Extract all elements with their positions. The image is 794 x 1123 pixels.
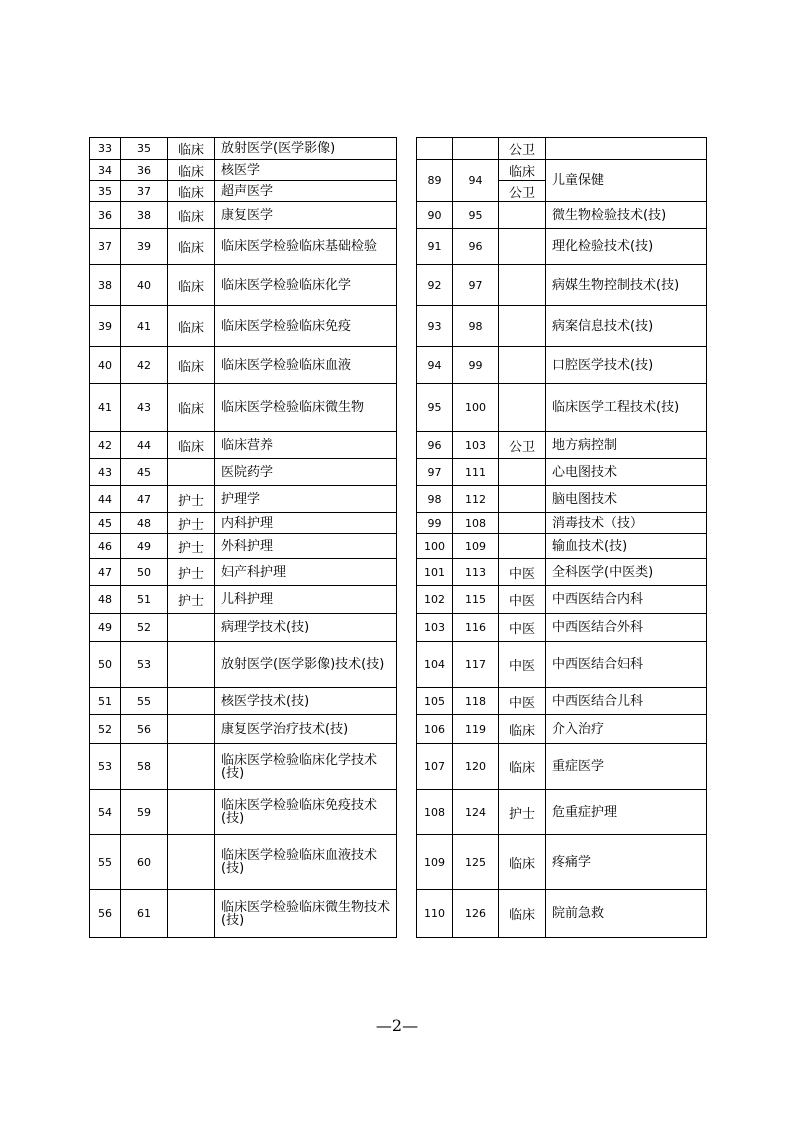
row-code: 44 [121, 432, 168, 459]
table-row [417, 459, 707, 486]
row-number: 92 [417, 265, 453, 306]
table-row [417, 513, 707, 534]
table-row [417, 265, 707, 306]
row-code: 56 [121, 715, 168, 744]
row-code: 52 [121, 614, 168, 642]
row-number: 108 [417, 790, 453, 835]
row-name: 口腔医学技术(技) [546, 347, 707, 384]
row-name: 儿童保健 [546, 160, 707, 202]
row-number: 54 [90, 790, 121, 835]
row-category [168, 790, 215, 835]
table-row [90, 586, 397, 614]
row-category [168, 459, 215, 486]
row-code: 113 [453, 559, 499, 586]
row-number: 52 [90, 715, 121, 744]
row-number: 39 [90, 306, 121, 347]
row-category: 中医 [499, 642, 546, 688]
row-category [168, 744, 215, 790]
row-name: 理化检验技术(技) [546, 229, 707, 265]
row-code: 43 [121, 384, 168, 432]
row-code: 94 [453, 160, 499, 202]
row-category: 护士 [168, 486, 215, 513]
table-row [90, 432, 397, 459]
row-number: 33 [90, 138, 121, 160]
table-row [417, 715, 707, 744]
row-code: 118 [453, 688, 499, 715]
row-code: 35 [121, 138, 168, 160]
row-code: 42 [121, 347, 168, 384]
row-number: 91 [417, 229, 453, 265]
row-name: 重症医学 [546, 744, 707, 790]
row-name: 输血技术(技) [546, 534, 707, 559]
row-number: 41 [90, 384, 121, 432]
row-number: 90 [417, 202, 453, 229]
row-number: 97 [417, 459, 453, 486]
row-code: 47 [121, 486, 168, 513]
right-table [416, 137, 707, 938]
row-code [453, 138, 499, 160]
row-name: 中西医结合儿科 [546, 688, 707, 715]
table-row [90, 202, 397, 229]
row-name: 临床营养 [215, 432, 397, 459]
row-number: 107 [417, 744, 453, 790]
row-number: 96 [417, 432, 453, 459]
row-code: 108 [453, 513, 499, 534]
table-row [90, 384, 397, 432]
row-category: 临床 [168, 306, 215, 347]
table-row [90, 138, 397, 160]
row-category: 临床 [499, 160, 546, 181]
row-name: 放射医学(医学影像) [215, 138, 397, 160]
row-category: 临床 [499, 744, 546, 790]
table-row [90, 790, 397, 835]
table-row [417, 614, 707, 642]
row-number: 104 [417, 642, 453, 688]
row-number: 103 [417, 614, 453, 642]
row-name: 脑电图技术 [546, 486, 707, 513]
row-number: 48 [90, 586, 121, 614]
row-name: 中西医结合内科 [546, 586, 707, 614]
table-row [90, 513, 397, 534]
row-code: 99 [453, 347, 499, 384]
row-number: 45 [90, 513, 121, 534]
row-category [168, 835, 215, 890]
row-number: 53 [90, 744, 121, 790]
row-code: 48 [121, 513, 168, 534]
row-code: 45 [121, 459, 168, 486]
table-row [417, 559, 707, 586]
row-code: 115 [453, 586, 499, 614]
table-row [90, 486, 397, 513]
row-code: 117 [453, 642, 499, 688]
table-row [417, 890, 707, 938]
row-code: 39 [121, 229, 168, 265]
table-row [90, 306, 397, 347]
row-name: 地方病控制 [546, 432, 707, 459]
row-number: 95 [417, 384, 453, 432]
row-code: 53 [121, 642, 168, 688]
row-number: 110 [417, 890, 453, 938]
row-name: 医院药学 [215, 459, 397, 486]
table-row [417, 790, 707, 835]
row-code: 60 [121, 835, 168, 890]
row-number: 51 [90, 688, 121, 715]
row-category: 中医 [499, 614, 546, 642]
row-category: 临床 [168, 181, 215, 202]
row-category: 中医 [499, 688, 546, 715]
row-code: 98 [453, 306, 499, 347]
table-row [90, 347, 397, 384]
row-number: 47 [90, 559, 121, 586]
table-row [417, 534, 707, 559]
row-code: 125 [453, 835, 499, 890]
row-number: 109 [417, 835, 453, 890]
row-number: 44 [90, 486, 121, 513]
row-number: 35 [90, 181, 121, 202]
row-number: 49 [90, 614, 121, 642]
row-category: 中医 [499, 559, 546, 586]
table-row [90, 614, 397, 642]
row-number: 100 [417, 534, 453, 559]
row-name: 核医学技术(技) [215, 688, 397, 715]
row-code: 126 [453, 890, 499, 938]
row-category: 临床 [168, 229, 215, 265]
row-number: 38 [90, 265, 121, 306]
row-name: 中西医结合外科 [546, 614, 707, 642]
row-code: 119 [453, 715, 499, 744]
row-category: 公卫 [499, 432, 546, 459]
table-row [90, 265, 397, 306]
row-category: 临床 [168, 265, 215, 306]
row-category: 公卫 [499, 138, 546, 160]
table-row [90, 160, 397, 181]
row-code: 109 [453, 534, 499, 559]
row-number: 50 [90, 642, 121, 688]
row-number: 46 [90, 534, 121, 559]
row-category [499, 534, 546, 559]
row-number: 106 [417, 715, 453, 744]
page-number: —2— [375, 1016, 419, 1035]
row-code: 120 [453, 744, 499, 790]
row-name: 临床医学工程技术(技) [546, 384, 707, 432]
row-name: 临床医学检验临床免疫 [215, 306, 397, 347]
row-code: 59 [121, 790, 168, 835]
row-code: 36 [121, 160, 168, 181]
table-row [417, 642, 707, 688]
table-row [417, 486, 707, 513]
table-row [417, 347, 707, 384]
table-row [90, 559, 397, 586]
row-category: 护士 [168, 586, 215, 614]
row-category: 中医 [499, 586, 546, 614]
row-code: 50 [121, 559, 168, 586]
row-name: 微生物检验技术(技) [546, 202, 707, 229]
table-row [90, 744, 397, 790]
table-row [90, 534, 397, 559]
row-name: 核医学 [215, 160, 397, 181]
row-category: 护士 [168, 534, 215, 559]
row-category: 临床 [499, 890, 546, 938]
row-name: 内科护理 [215, 513, 397, 534]
left-table [89, 137, 397, 938]
row-category [499, 486, 546, 513]
row-number: 99 [417, 513, 453, 534]
row-name: 临床医学检验临床微生物 [215, 384, 397, 432]
row-category [168, 890, 215, 938]
row-category: 临床 [168, 160, 215, 181]
row-number: 56 [90, 890, 121, 938]
row-name: 介入治疗 [546, 715, 707, 744]
row-code: 38 [121, 202, 168, 229]
row-code: 49 [121, 534, 168, 559]
row-number: 98 [417, 486, 453, 513]
row-number: 101 [417, 559, 453, 586]
row-number: 105 [417, 688, 453, 715]
row-name: 临床医学检验临床微生物技术(技) [215, 890, 397, 938]
row-number: 89 [417, 160, 453, 202]
table-row [90, 835, 397, 890]
row-category [499, 347, 546, 384]
row-code: 103 [453, 432, 499, 459]
row-number: 36 [90, 202, 121, 229]
row-code: 51 [121, 586, 168, 614]
table-row [417, 160, 707, 181]
row-name: 儿科护理 [215, 586, 397, 614]
table-row [417, 384, 707, 432]
row-category: 公卫 [499, 181, 546, 202]
row-code: 112 [453, 486, 499, 513]
row-code: 61 [121, 890, 168, 938]
row-code: 40 [121, 265, 168, 306]
row-category: 临床 [168, 347, 215, 384]
table-row [417, 432, 707, 459]
row-code: 100 [453, 384, 499, 432]
row-category [168, 642, 215, 688]
row-category [168, 688, 215, 715]
row-category: 护士 [168, 559, 215, 586]
row-category [499, 265, 546, 306]
row-name: 临床医学检验临床基础检验 [215, 229, 397, 265]
table-row [90, 715, 397, 744]
table-row [417, 688, 707, 715]
row-name: 临床医学检验临床化学 [215, 265, 397, 306]
row-category [499, 229, 546, 265]
row-name: 全科医学(中医类) [546, 559, 707, 586]
row-name: 病案信息技术(技) [546, 306, 707, 347]
row-name: 妇产科护理 [215, 559, 397, 586]
row-category: 临床 [499, 715, 546, 744]
table-row [417, 744, 707, 790]
row-category [168, 715, 215, 744]
row-category: 临床 [168, 432, 215, 459]
row-number: 37 [90, 229, 121, 265]
row-category [499, 306, 546, 347]
table-row [90, 688, 397, 715]
row-name: 护理学 [215, 486, 397, 513]
row-number: 93 [417, 306, 453, 347]
row-code: 97 [453, 265, 499, 306]
row-category [499, 384, 546, 432]
row-code: 111 [453, 459, 499, 486]
table-row [417, 586, 707, 614]
row-name: 病理学技术(技) [215, 614, 397, 642]
row-name: 消毒技术（技） [546, 513, 707, 534]
row-category [499, 202, 546, 229]
row-name: 危重症护理 [546, 790, 707, 835]
row-code: 96 [453, 229, 499, 265]
row-category: 临床 [168, 138, 215, 160]
row-category: 临床 [499, 835, 546, 890]
row-code: 116 [453, 614, 499, 642]
row-name: 临床医学检验临床血液 [215, 347, 397, 384]
row-number: 55 [90, 835, 121, 890]
row-category: 护士 [168, 513, 215, 534]
row-category: 临床 [168, 384, 215, 432]
row-name: 康复医学治疗技术(技) [215, 715, 397, 744]
row-number: 94 [417, 347, 453, 384]
row-name: 中西医结合妇科 [546, 642, 707, 688]
table-row [90, 181, 397, 202]
table-row [417, 138, 707, 160]
row-number: 102 [417, 586, 453, 614]
row-name: 临床医学检验临床化学技术(技) [215, 744, 397, 790]
row-name: 院前急救 [546, 890, 707, 938]
row-code: 41 [121, 306, 168, 347]
row-code: 58 [121, 744, 168, 790]
row-number: 42 [90, 432, 121, 459]
row-category [499, 459, 546, 486]
row-name: 临床医学检验临床免疫技术(技) [215, 790, 397, 835]
row-number: 40 [90, 347, 121, 384]
table-row [417, 835, 707, 890]
row-name: 外科护理 [215, 534, 397, 559]
row-name [546, 138, 707, 160]
row-code: 124 [453, 790, 499, 835]
row-number [417, 138, 453, 160]
row-number: 34 [90, 160, 121, 181]
row-category: 护士 [499, 790, 546, 835]
row-category [168, 614, 215, 642]
row-name: 放射医学(医学影像)技术(技) [215, 642, 397, 688]
row-name: 心电图技术 [546, 459, 707, 486]
row-category [499, 513, 546, 534]
table-row [90, 459, 397, 486]
row-name: 康复医学 [215, 202, 397, 229]
table-row [90, 890, 397, 938]
table-row [417, 202, 707, 229]
row-category: 临床 [168, 202, 215, 229]
row-code: 37 [121, 181, 168, 202]
row-code: 95 [453, 202, 499, 229]
row-name: 超声医学 [215, 181, 397, 202]
row-name: 疼痛学 [546, 835, 707, 890]
table-row [417, 306, 707, 347]
table-row [90, 642, 397, 688]
row-name: 病媒生物控制技术(技) [546, 265, 707, 306]
row-code: 55 [121, 688, 168, 715]
table-row [417, 229, 707, 265]
row-name: 临床医学检验临床血液技术(技) [215, 835, 397, 890]
row-number: 43 [90, 459, 121, 486]
table-row [90, 229, 397, 265]
